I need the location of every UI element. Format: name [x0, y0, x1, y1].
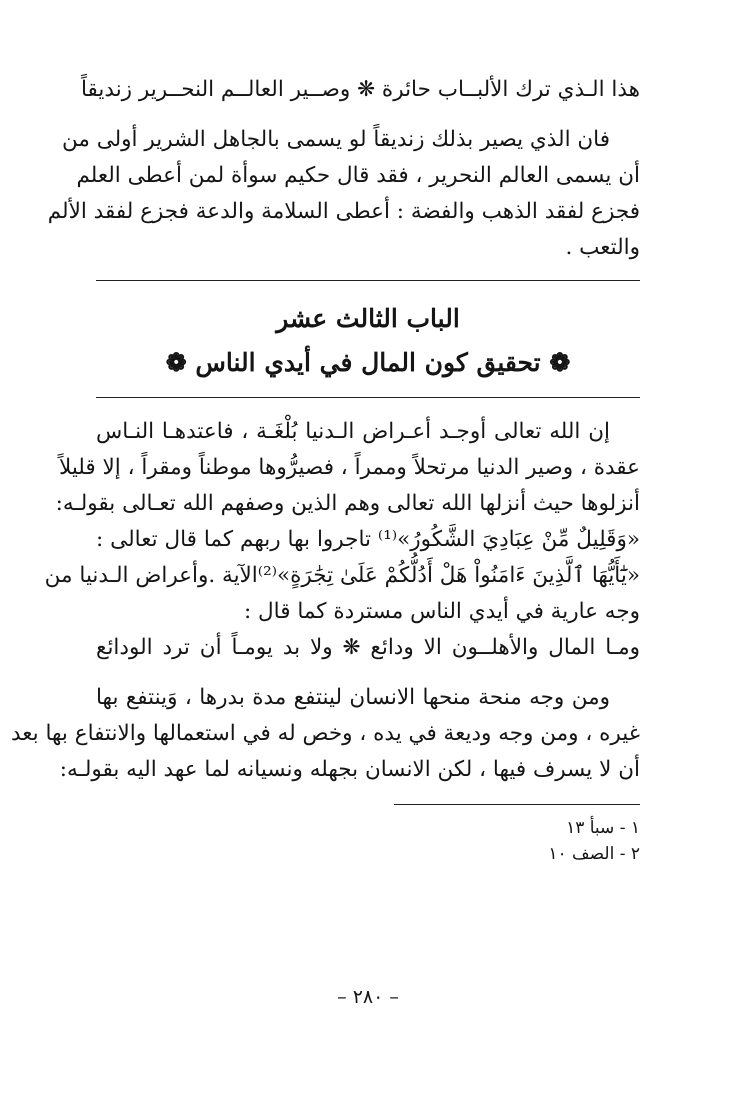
- paragraph-line: إن الله تعالى أوجـد أعـراض الـدنيا بُلْغَـة ، فاعتدهـا النـاس: [96, 419, 610, 444]
- footnote-1: ١ - سبأ ١٣: [566, 818, 640, 838]
- quran-quote-line: «يَٰٓأَيُّهَا ٱلَّذِينَ ءَامَنُواْ هَلْ أَدُلُّكُمْ عَلَىٰ تِجَٰرَةٍ»⁽²⁾الآية .وأعراض الـدنيا من: [44, 563, 640, 588]
- paragraph-worldly-goods: [44, 414, 640, 630]
- paragraph-line: أن لا يسرف فيها ، لكن الانسان بجهله ونسيانه لما عهد اليه بقولـه:: [59, 757, 640, 782]
- footnote-2: ٢ - الصف ١٠: [548, 844, 640, 864]
- paragraph-line: وجه عارية في أيدي الناس مستردة كما قال :: [243, 599, 640, 624]
- page-number: – ٢٨٠ –: [337, 986, 399, 1008]
- paragraph-line: ومن وجه منحة منحها الانسان لينتفع مدة بدرها ، وَينتفع بها: [96, 685, 610, 710]
- book-page: [10, 72, 640, 867]
- paragraph-line: عقدة ، وصير الدنيا مرتحلاً وممراً ، فصيرُّوها موطناً ومقراً ، إلا قليلاً: [58, 455, 640, 480]
- paragraph-zindiq: [47, 122, 640, 266]
- paragraph-line: فجزع لفقد الذهب والفضة : أعطى السلامة والدعة فجزع لفقد الألم: [47, 199, 640, 224]
- paragraph-line: أن يسمى العالم النحرير ، فقد قال حكيم سوأة لمن أعطى العلم: [76, 163, 640, 188]
- paragraph-line: غيره ، ومن وجه وديعة في يده ، وخص له في استعمالها والانتفاع بها بعد: [10, 721, 640, 746]
- paragraph-line: والتعب .: [565, 235, 640, 260]
- footnotes: [96, 815, 640, 867]
- chapter-title: ❁ تحقيق كون المال في أيدي الناس ❁: [165, 348, 571, 377]
- paragraph-line: فان الذي يصير بذلك زنديقاً لو يسمى بالجاهل الشرير أولى من: [61, 127, 610, 152]
- verse-line-trusts: ومـا المال والأهلــون الا ودائع ❋ ولا بد يومـاً أن ترد الودائع: [96, 635, 640, 660]
- quran-quote-line: «وَقَلِيلٌ مِّنْ عِبَادِيَ الشَّكُورُ»⁽¹⁾ تاجروا بها ربهم كما قال تعالى :: [96, 527, 640, 552]
- chapter-number: الباب الثالث عشر: [276, 304, 460, 333]
- verse-line-opening: هذا الـذي ترك الألبــاب حائرة ❋ وصــير العالــم النحــرير زنديقاً: [81, 77, 640, 102]
- paragraph-grant: [10, 680, 640, 788]
- paragraph-line: أنزلوها حيث أنزلها الله تعالى وهم الذين وصفهم الله تعـالى بقولـه:: [55, 491, 640, 516]
